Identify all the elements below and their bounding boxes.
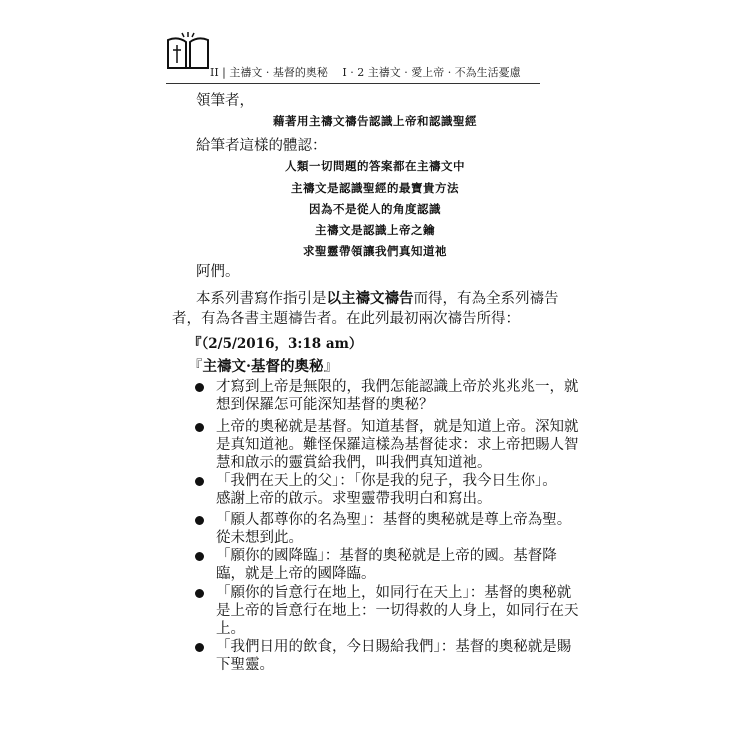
open-book-candle-icon xyxy=(166,30,210,70)
section-title-close: 』 xyxy=(323,359,339,375)
prayer-date: 『（2/5/2016，3:18 am） xyxy=(188,336,363,352)
bullet-icon xyxy=(195,477,204,486)
center-line: 因為不是從人的角度認識 xyxy=(309,202,441,216)
list-item xyxy=(216,378,579,414)
list-item-line: 是上帝的旨意行在地上：一切得救的人身上，如同行在天 xyxy=(216,603,579,619)
paragraph-text: 而得，有為全系列禱告 xyxy=(413,291,559,307)
bullet-icon xyxy=(195,589,204,598)
section-title-text: 主禱文·基督的奧秘 xyxy=(202,358,324,375)
intro-line-2: 給筆者這樣的體認： xyxy=(196,138,327,154)
list-item xyxy=(216,584,579,638)
intro-line-1: 領筆者， xyxy=(196,93,254,109)
list-item xyxy=(216,547,557,583)
list-item-line: 從未想到此。 xyxy=(216,530,303,546)
list-item-line: 感謝上帝的啟示。求聖靈帶我明白和寫出。 xyxy=(216,491,492,507)
center-line: 主禱文是認識聖經的最寶貴方法 xyxy=(291,181,459,195)
list-item-line: 下聖靈。 xyxy=(216,657,274,673)
center-line: 主禱文是認識上帝之鑰 xyxy=(315,223,435,237)
list-item xyxy=(216,511,572,547)
bullet-icon xyxy=(195,643,204,652)
bullet-icon xyxy=(195,516,204,525)
running-head: II | 主禱文 · 基督的奧秘 I · 2 主禱文 · 愛上帝 · 不為生活憂慮 xyxy=(210,66,521,79)
list-item-line: 慧和啟示的靈賞給我們，叫我們真知道祂。 xyxy=(216,455,492,471)
section-title-open: 『 xyxy=(188,359,203,375)
list-item-line: 「願你的旨意行在地上，如同行在天上」：基督的奧秘就 xyxy=(216,585,572,601)
list-item-line: 才寫到上帝是無限的，我們怎能認識上帝於兆兆兆一，就 xyxy=(216,379,579,395)
list-item xyxy=(216,638,572,674)
list-item-line: 上。 xyxy=(216,621,245,637)
list-item-line: 「我們在天上的父」：「你是我的兒子，我今日生你」。 xyxy=(216,473,557,489)
list-item-line: 想到保羅怎可能深知基督的奧秘？ xyxy=(216,397,434,413)
list-item-line: 「我們日用的飲食，今日賜給我們」：基督的奧秘就是賜 xyxy=(216,639,572,655)
list-item-line: 上帝的奧秘就是基督。知道基督，就是知道上帝。深知就 xyxy=(216,419,579,435)
list-item-line: 「願人都尊你的名為聖」：基督的奧秘就是尊上帝為聖。 xyxy=(216,512,572,528)
list-item xyxy=(216,472,557,508)
paragraph-line-1 xyxy=(196,290,559,308)
header-rule xyxy=(166,83,540,84)
bullet-icon xyxy=(195,552,204,561)
center-line: 求聖靈帶領讓我們真知道祂 xyxy=(303,244,447,258)
intro-center-1: 藉著用主禱文禱告認識上帝和認識聖經 xyxy=(273,114,477,128)
bullet-icon xyxy=(195,423,204,432)
bullet-icon xyxy=(195,383,204,392)
paragraph-line-2: 者，有為各書主題禱告者。在此列最初兩次禱告所得： xyxy=(172,311,520,327)
center-line: 人類一切問題的答案都在主禱文中 xyxy=(285,159,465,173)
paragraph-emphasis: 以主禱文禱告 xyxy=(326,290,414,307)
paragraph-text: 本系列書寫作指引是 xyxy=(196,291,327,307)
list-item xyxy=(216,418,579,472)
list-item-line: 是真知道祂。難怪保羅這樣為基督徒求：求上帝把賜人智 xyxy=(216,437,579,453)
list-item-line: 「願你的國降臨」：基督的奧秘就是上帝的國。基督降 xyxy=(216,548,557,564)
list-item-line: 臨，就是上帝的國降臨。 xyxy=(216,566,376,582)
section-title xyxy=(188,358,338,376)
amen-text: 阿們。 xyxy=(196,264,240,280)
